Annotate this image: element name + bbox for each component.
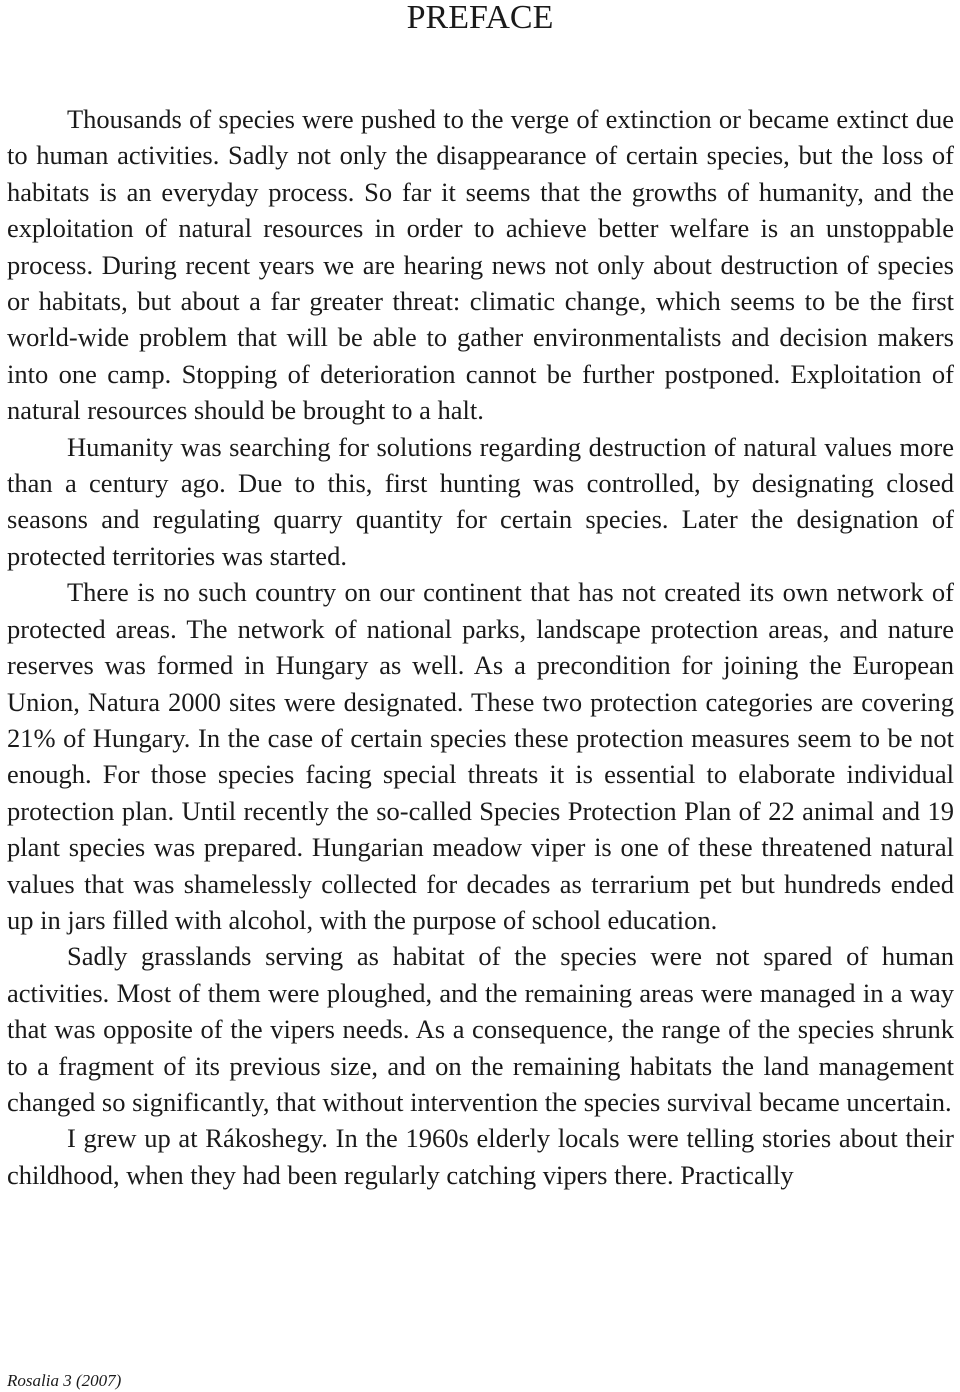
footer-citation: Rosalia 3 (2007) <box>7 1371 122 1390</box>
page-title: PREFACE <box>406 0 554 36</box>
paragraph: There is no such country on our continent that has not created its own network of protected areas. The network of national parks, landscape protection areas, and nature reserves was formed in Hungary as well. As a precondition for joining the European Union, Natura 2000 sites were designated. These two protection categories are covering 21% of Hungary. In the case of certain species these protection measures seem to be not enough. For those species facing special threats it is essential to elaborate individual protection plan. Until recently the so-called Species Protection Plan of 22 animal and 19 plant species was prepared. Hungarian meadow viper is one of these threatened natural values that was shamelessly collected for decades as terrarium pet but hundreds ended up in jars filled with alcohol, with the purpose of school education. <box>7 577 954 935</box>
paragraph: Sadly grasslands serving as habitat of the species were not spared of human activities. Most of them were ploughed, and the remaining areas were managed in a way that was opposite of the vipers needs. As a consequence, the range of the species shrunk to a fragment of its previous size, and on the remaining habitats the land management changed so significantly, that without intervention the species survival became uncertain. <box>7 941 954 1117</box>
paragraph: Thousands of species were pushed to the verge of extinction or became extinct due to human activities. Sadly not only the disappearance of certain species, but the loss of habitats is an everyday process. So far it seems that the growths of humanity, and the exploitation of natural resources in order to achieve better welfare is an unstoppable process. During recent years we are hearing news not only about destruction of species or habitats, but about a far greater threat: climatic change, which seems to be the first world-wide problem that will be able to gather environmentalists and decision makers into one camp. Stopping of deterioration cannot be further postponed. Exploitation of natural resources should be brought to a halt. <box>7 104 954 426</box>
body-text <box>7 101 954 1193</box>
paragraph: I grew up at Rákoshegy. In the 1960s elderly locals were telling stories about their childhood, when they had been regularly catching vipers there. Practically <box>7 1123 954 1190</box>
paragraph: Humanity was searching for solutions regarding destruction of natural values more than a century ago. Due to this, first hunting was controlled, by designating closed seasons and regulating quarry quantity for certain species. Later the designation of protected territories was started. <box>7 431 954 571</box>
